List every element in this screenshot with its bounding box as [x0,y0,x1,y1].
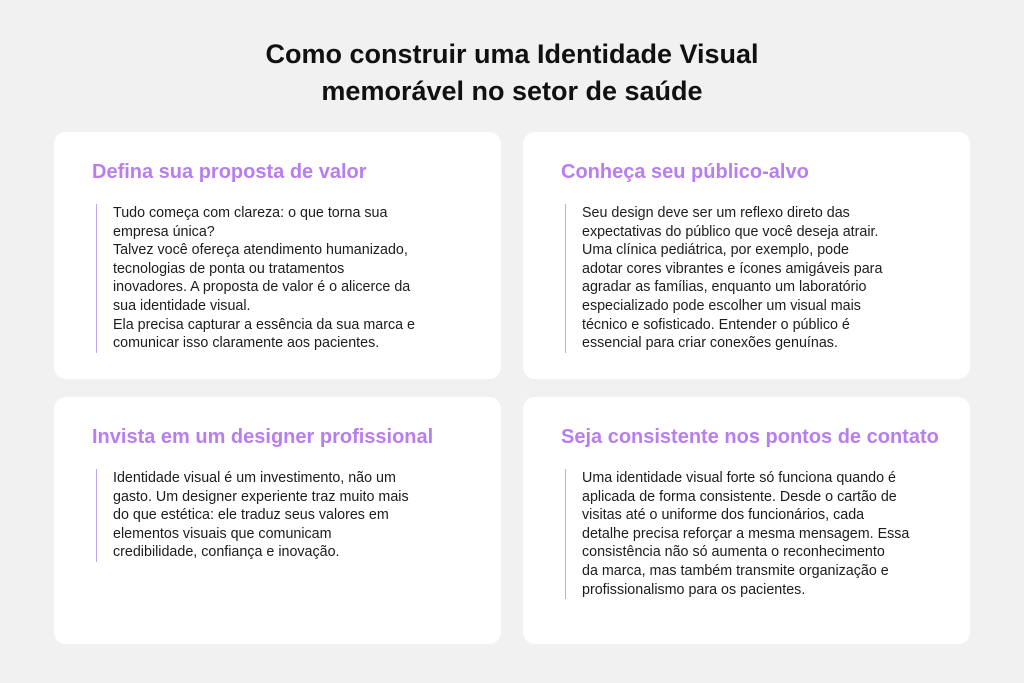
card-title: Seja consistente nos pontos de contato [561,426,939,448]
card-body: Uma identidade visual forte só funciona quando é aplicada de forma consistente. Desde o cartão de visitas até o uniforme dos funcionários, cada detalhe precisa reforçar a mesma mensagem. Essa consistência não só aumenta o reconhecimento da marca, mas também transmite organização e profissionalismo para os pacientes. [565,469,909,599]
card-body: Tudo começa com clareza: o que torna sua empresa única? Talvez você ofereça atendimento humanizado, tecnologias de ponta ou tratamentos inovadores. A proposta de valor é o alicerce da sua identidade visual. Ela precisa capturar a essência da sua marca e comunicar isso claramente aos pacientes. [96,204,415,353]
card-pontos-de-contato [523,397,970,644]
page-title [0,36,1024,110]
card-title: Invista em um designer profissional [92,426,434,448]
card-publico-alvo [523,132,970,379]
card-body: Identidade visual é um investimento, não um gasto. Um designer experiente traz muito mais do que estética: ele traduz seus valores em elementos visuais que comunicam credibilidade, confiança e inovação. [96,469,409,562]
card-body: Seu design deve ser um reflexo direto das expectativas do público que você deseja atrair. Uma clínica pediátrica, por exemplo, pode adotar cores vibrantes e ícones amigáveis para agradar as famílias, enquanto um laboratório especializado pode escolher um visual mais técnico e sofisticado. Entender o público é essencial para criar conexões genuínas. [565,204,882,353]
card-title: Conheça seu público-alvo [561,161,809,183]
card-designer-profissional [54,397,501,644]
page-title-line-2: memorável no setor de saúde [321,76,703,106]
page-title-line-1: Como construir uma Identidade Visual [265,39,759,69]
card-proposta-de-valor [54,132,501,379]
card-title: Defina sua proposta de valor [92,161,367,183]
